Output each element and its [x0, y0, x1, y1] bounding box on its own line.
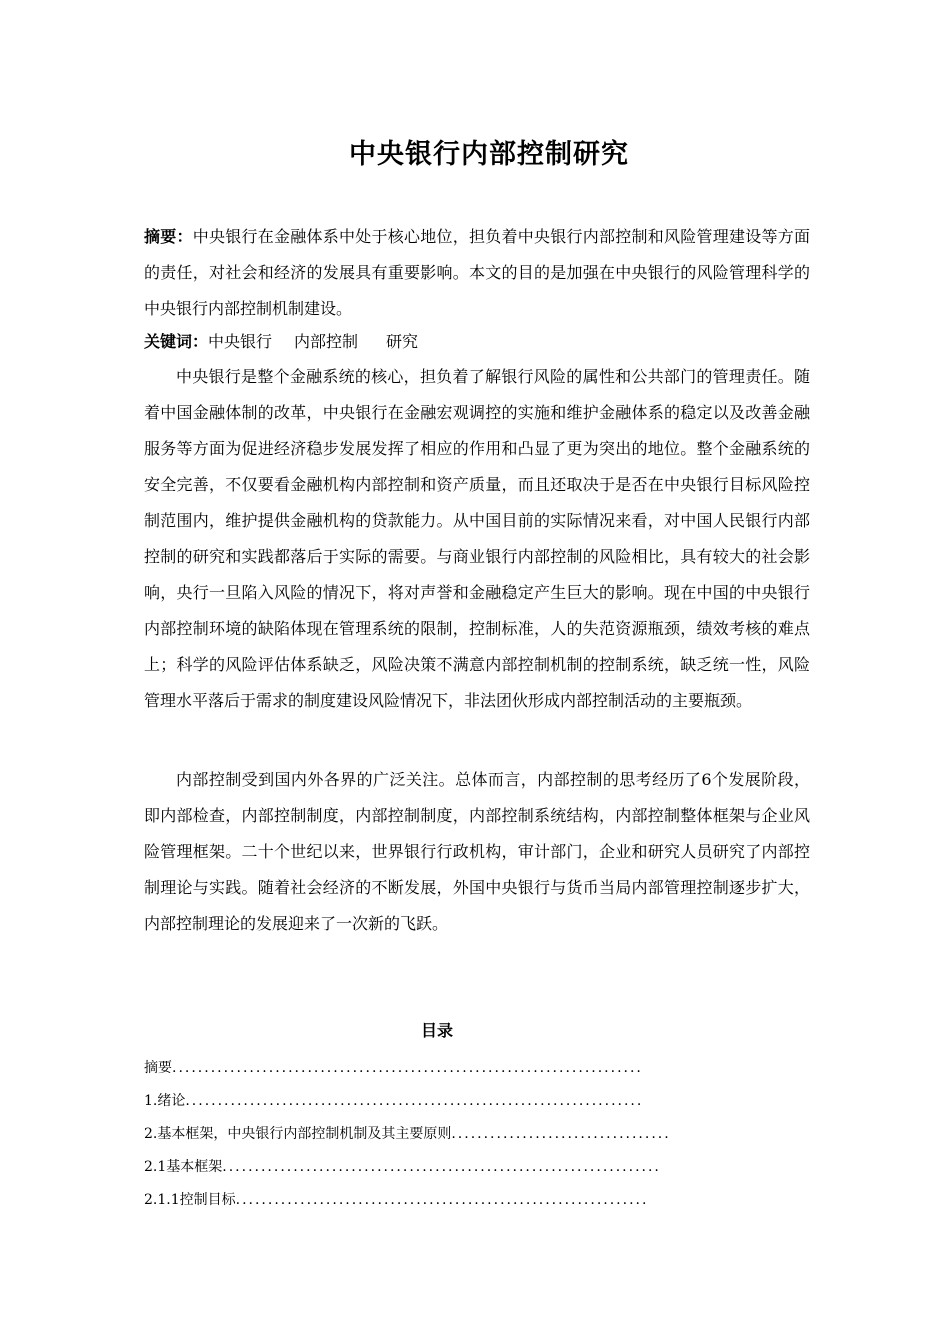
body-paragraph: 中央银行是整个金融系统的核心，担负着了解银行风险的属性和公共部门的管理责任。随着中国金融体制的改革，中央银行在金融宏观调控的实施和维护金融体系的稳定以及改善金融服务等方面为促进经济稳步发展发挥了相应的作用和凸显了更为突出的地位。整个金融系统的安全完善，不仅要看金融机构内部控制和资产质量，而且还取决于是否在中央银行目标风险控制范围内，维护提供金融机构的贷款能力。从中国目前的实际情况来看，对中国人民银行内部控制的研究和实践都落后于实际的需要。与商业银行内部控制的风险相比，具有较大的社会影响，央行一旦陷入风险的情况下，将对声誉和金融稳定产生巨大的影响。现在中国的中央银行内部控制环境的缺陷体现在管理系统的限制，控制标准，人的失范资源瓶颈，绩效考核的难点上；科学的风险评估体系缺乏，风险决策不满意内部控制机制的控制系统，缺乏统一性，风险管理水平落后于需求的制度建设风险情况下，非法团伙形成内部控制活动的主要瓶颈。	[144, 367, 810, 710]
abstract-text: 中央银行在金融体系中处于核心地位，担负着中央银行内部控制和风险管理建设等方面的责任，对社会和经济的发展具有重要影响。本文的目的是加强在中央银行的风险管理科学的中央银行内部控制机制建设。	[144, 227, 810, 318]
table-of-contents	[144, 1052, 810, 1217]
keyword: 内部控制	[294, 332, 359, 351]
toc-heading: 目录	[420, 1021, 453, 1040]
keywords	[144, 327, 810, 357]
toc-entry-label: 2.基本框架，中央银行内部控制机制及其主要原则	[144, 1126, 452, 1142]
toc-entry-label: 2.1.1控制目标	[144, 1192, 236, 1208]
toc-entry[interactable]	[144, 1052, 810, 1085]
toc-entry[interactable]	[144, 1184, 810, 1217]
keyword: 中央银行	[208, 332, 273, 351]
document-title: 中央银行内部控制研究	[349, 139, 629, 170]
toc-leader-dots: ................................................................	[235, 1192, 649, 1208]
keyword: 研究	[386, 332, 419, 351]
toc-entry-label: 1.绪论	[144, 1093, 186, 1109]
abstract	[144, 219, 810, 327]
toc-leader-dots: ....................................................................	[222, 1159, 661, 1175]
toc-entry[interactable]	[144, 1085, 810, 1118]
toc-entry-label: 2.1基本框架	[144, 1159, 223, 1175]
keywords-label: 关键词：	[144, 332, 209, 351]
toc-entry-label: 摘要	[144, 1060, 172, 1076]
toc-leader-dots: .......................................................................	[185, 1093, 644, 1109]
abstract-label: 摘要：	[144, 227, 193, 246]
body-paragraph: 内部控制受到国内外各界的广泛关注。总体而言，内部控制的思考经历了6个发展阶段，即内部检查，内部控制制度，内部控制制度，内部控制系统结构，内部控制整体框架与企业风险管理框架。二十个世纪以来，世界银行行政机构，审计部门，企业和研究人员研究了内部控制理论与实践。随着社会经济的不断发展，外国中央银行与货币当局内部管理控制逐步扩大，内部控制理论的发展迎来了一次新的飞跃。	[144, 770, 810, 933]
toc-entry[interactable]	[144, 1151, 810, 1184]
toc-leader-dots: .........................................................................	[172, 1060, 643, 1076]
toc-leader-dots: ..................................	[451, 1126, 671, 1142]
toc-entry[interactable]	[144, 1118, 810, 1151]
